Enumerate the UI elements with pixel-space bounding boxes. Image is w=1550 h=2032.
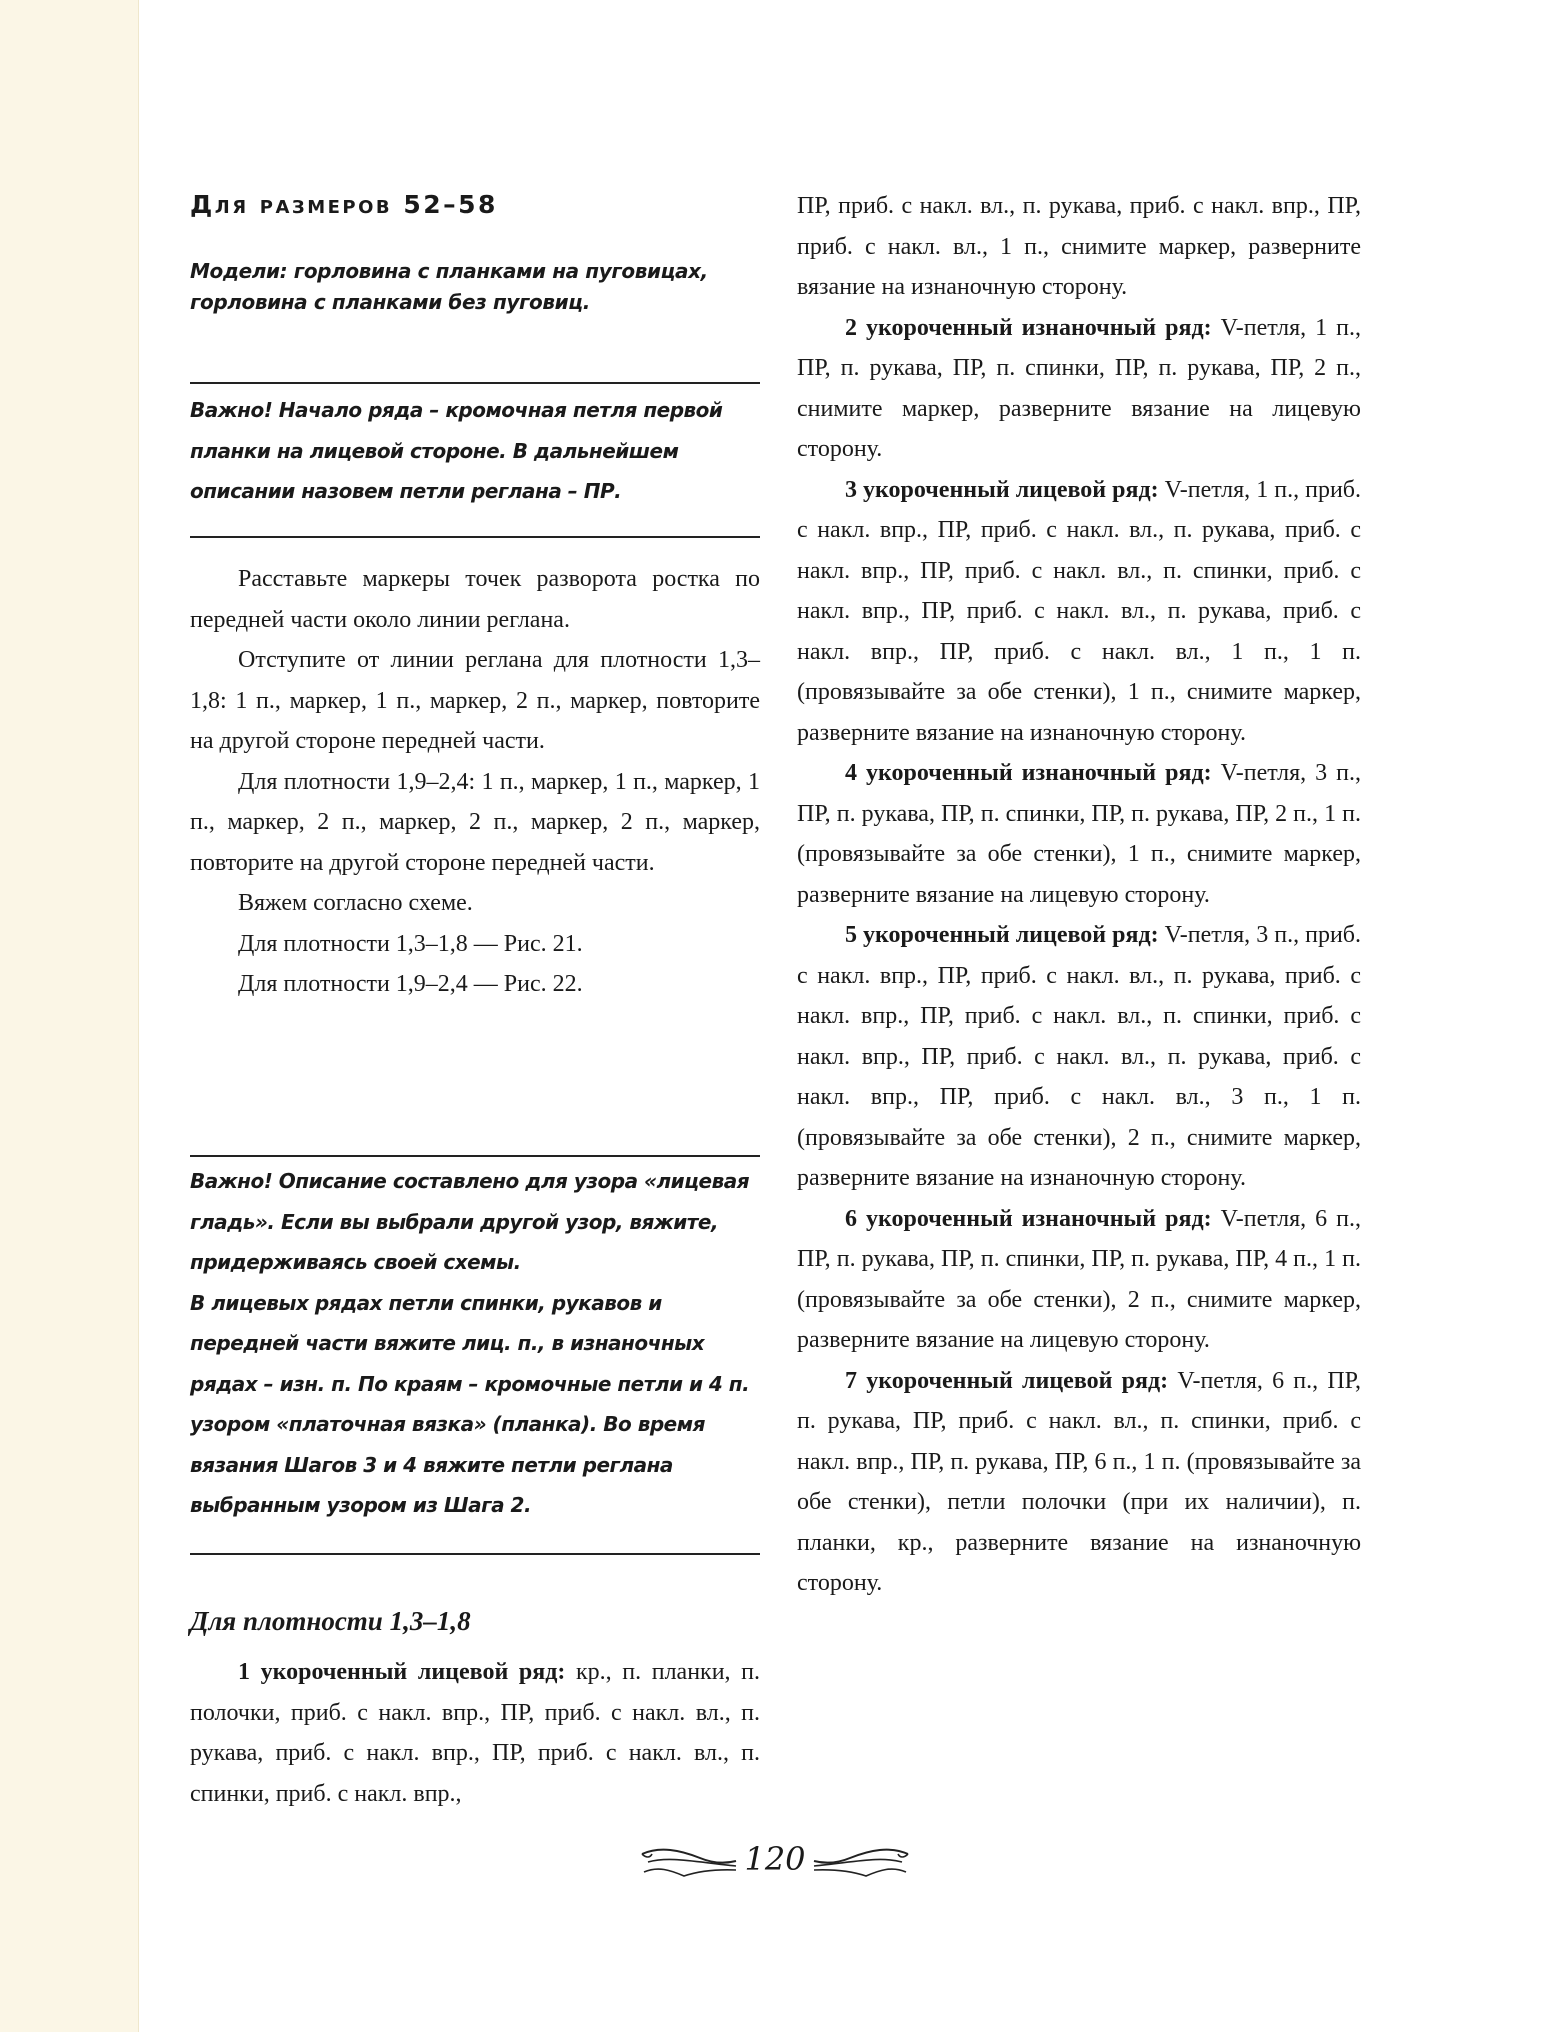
left-body-text	[190, 559, 760, 1005]
sub-heading: Для плотности 1,3–1,8	[190, 1606, 471, 1636]
row-paragraph	[797, 753, 1361, 915]
paragraph: Для плотности 1,9–2,4: 1 п., маркер, 1 п., маркер, 1 п., маркер, 2 п., маркер, 2 п., маркер, 2 п., маркер, повторите на другой стороне передней части.	[190, 768, 760, 876]
row-label: 7 укороченный лицевой ряд:	[845, 1367, 1169, 1394]
row-paragraph	[797, 1361, 1361, 1604]
row-label: 1 укороченный лицевой ряд:	[238, 1659, 566, 1685]
row-label: 5 укороченный лицевой ряд:	[845, 922, 1159, 948]
row-paragraph	[797, 1199, 1361, 1361]
paragraph: Отступите от линии реглана для плотности 1,3–1,8: 1 п., маркер, 1 п., маркер, 2 п., маркер, повторите на другой стороне передней части.	[190, 647, 760, 754]
row-text: кр., п. планки, п. полочки, приб. с накл. впр., ПР, приб. с накл. вл., п. рукава, приб. с накл. впр., ПР, приб. с накл. вл., п. спинки, приб. с накл. впр.,	[190, 1659, 761, 1807]
row-1-continuation: ПР, приб. с накл. вл., п. рукава, приб. с накл. впр., ПР, приб. с накл. вл., 1 п., снимите маркер, разверните вязание на изнаночную сторону.	[797, 193, 1361, 300]
row-text: V-петля, 3 п., ПР, п. рукава, ПР, п. спинки, ПР, п. рукава, ПР, 2 п., 1 п. (провязывайте за обе стенки), 1 п., снимите маркер, разверните вязание на лицевую сторону.	[797, 760, 1361, 908]
row-label: 3 укороченный лицевой ряд:	[845, 476, 1159, 503]
flourish-right-icon	[810, 1842, 910, 1882]
row-label: 6 укороченный изнаночный ряд:	[845, 1205, 1212, 1232]
row-text: V-петля, 3 п., приб. с накл. впр., ПР, приб. с накл. вл., п. рукава, приб. с накл. впр., ПР, приб. с накл. вл., п. спинки, приб. с накл. впр., ПР, приб. с накл. вл., п. рукава, приб. с накл. впр., ПР, приб. с накл. вл., 3 п., 1 п. (провязывайте за обе стенки), 2 п., снимите маркер, разверните вязание на изнаночную сторону.	[797, 922, 1361, 1191]
row-paragraph	[797, 470, 1361, 754]
page-margin-strip	[0, 0, 139, 2032]
important-callout-2	[190, 1155, 760, 1555]
row-text: V-петля, 1 п., приб. с накл. впр., ПР, приб. с накл. вл., п. рукава, приб. с накл. впр., ПР, приб. с накл. вл., п. спинки, приб. с накл. впр., ПР, приб. с накл. вл., п. рукава, приб. с накл. впр., ПР, приб. с накл. вл., 1 п., 1 п. (провязывайте за обе стенки), 1 п., снимите маркер, разверните вязание на изнаночную сторону.	[797, 476, 1361, 746]
important-callout-1	[190, 382, 760, 538]
row-label: 4 укороченный изнаночный ряд:	[845, 760, 1212, 786]
row-text: V-петля, 6 п., ПР, п. рукава, ПР, п. спинки, ПР, п. рукава, ПР, 4 п., 1 п. (провязывайте за обе стенки), 2 п., снимите маркер, разверните вязание на лицевую сторону.	[797, 1205, 1361, 1353]
row-paragraph	[797, 308, 1361, 470]
callout-2-text-1: Важно! Описание составлено для узора «лицевая гладь». Если вы выбрали другой узор, вяжите, придерживаясь своей схемы.	[190, 1169, 750, 1274]
row-paragraph	[190, 1652, 760, 1814]
models-note: Модели: горловина с планками на пуговицах, горловина с планками без пуговиц.	[190, 259, 708, 314]
callout-1-text: Важно! Начало ряда – кромочная петля первой планки на лицевой стороне. В дальнейшем описании назовем петли реглана – ПР.	[190, 398, 723, 503]
row-1-start	[190, 1652, 760, 1814]
page-footer	[640, 1836, 910, 1886]
paragraph: Вяжем согласно схеме.	[238, 890, 473, 916]
right-body-text	[797, 186, 1361, 1604]
paragraph: Для плотности 1,9–2,4 — Рис. 22.	[238, 971, 583, 997]
section-heading: Для размеров 52–58	[190, 190, 498, 219]
paragraph: Расставьте маркеры точек разворота ростка по передней части около линии реглана.	[190, 566, 760, 633]
page-number: 120	[744, 1840, 806, 1878]
row-label: 2 укороченный изнаночный ряд:	[845, 314, 1212, 341]
row-text: V-петля, 6 п., ПР, п. рукава, ПР, приб. с накл. вл., п. спинки, приб. с накл. впр., ПР, п. рукава, ПР, 6 п., 1 п. (провязывайте за обе стенки), петли полочки (при их наличии), п. планки, кр., разверните вязание на изнаночную сторону.	[797, 1367, 1362, 1596]
paragraph: Для плотности 1,3–1,8 — Рис. 21.	[238, 930, 583, 957]
row-text: V-петля, 1 п., ПР, п. рукава, ПР, п. спинки, ПР, п. рукава, ПР, 2 п., снимите маркер, разверните вязание на лицевую сторону.	[797, 314, 1361, 462]
callout-2-text-2: В лицевых рядах петли спинки, рукавов и передней части вяжите лиц. п., в изнаночных рядах – изн. п. По краям – кромочные петли и 4 п. узором «платочная вязка» (планка). Во время вязания Шагов 3 и 4 вяжите петли реглана выбранным узором из Шага 2.	[190, 1290, 750, 1517]
row-paragraph	[797, 915, 1361, 1199]
